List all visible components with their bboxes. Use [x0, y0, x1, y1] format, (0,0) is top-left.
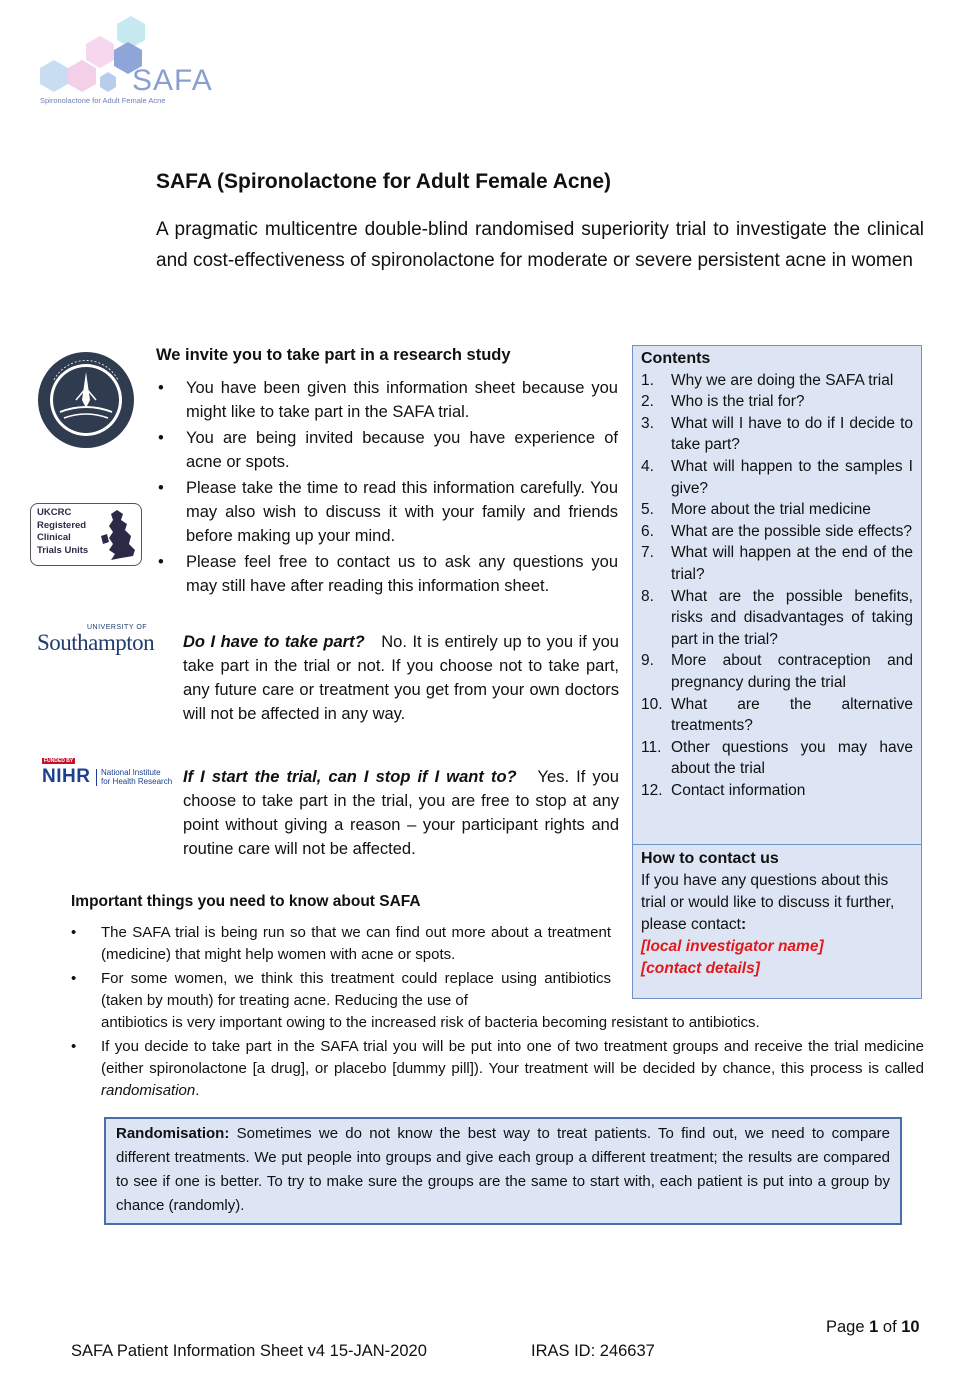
contents-item: [641, 521, 913, 543]
contact-text: [641, 870, 913, 936]
important-item: [71, 922, 611, 966]
contents-number: 3.: [641, 414, 654, 432]
page-total: 10: [901, 1318, 920, 1336]
contents-text: Contact information: [671, 781, 806, 799]
important-item-continued: antibiotics is very important owing to the increased risk of bacteria becoming resistant to antibiotics.: [101, 1014, 760, 1031]
contents-item: [641, 650, 913, 693]
contact-colon: :: [740, 916, 747, 933]
ukcrc-line: Registered: [37, 519, 87, 531]
contents-text: What will I have to do if I decide to take part?: [671, 414, 913, 454]
qa-question: Do I have to take part?: [183, 633, 365, 651]
contact-placeholder-name: [local investigator name]: [641, 938, 824, 955]
nihr-subtitle: [101, 768, 172, 786]
randomisation-label: Randomisation:: [116, 1125, 230, 1142]
contents-number: 5.: [641, 501, 654, 519]
important-text: For some women, we think this treatment could replace using antibiotics (taken by mouth) for treating acne. Reducing the use of: [101, 970, 611, 1009]
page-prefix: Page: [826, 1318, 870, 1336]
safa-logo: [36, 14, 213, 106]
qa-answer: Yes. If you choose to take part in the trial, you are free to stop at any point without giving a reason – your participant rights and routine care will not be affected.: [183, 768, 619, 858]
contents-number: 10.: [641, 695, 663, 713]
sctu-logo: [36, 350, 136, 450]
list-item: • Please feel free to contact us to ask any questions you may still have after reading this information sheet.: [156, 550, 618, 598]
ukcrc-line: Clinical: [37, 532, 71, 543]
contents-number: 8.: [641, 587, 654, 605]
contents-item: [641, 780, 913, 802]
contents-number: 7.: [641, 544, 654, 562]
contents-text: More about contraception and pregnancy during the trial: [671, 652, 913, 691]
ukcrc-line: Trials Units: [37, 544, 89, 556]
contents-number: 11.: [641, 738, 662, 756]
contents-text: What are the possible side effects?: [671, 522, 912, 540]
contact-intro: If you have any questions about this trial or would like to discuss it further, please contact: [641, 872, 895, 933]
footer-filename: SAFA Patient Information Sheet v4 15-JAN-2020: [71, 1342, 427, 1360]
important-end: .: [195, 1082, 200, 1099]
qa-question: If I start the trial, can I stop if I want to?: [183, 768, 517, 786]
contents-item: [641, 499, 913, 521]
contents-number: 12.: [641, 781, 663, 799]
soton-wordmark: Southampton: [37, 630, 155, 655]
contents-text: What are the alternative treatments?: [671, 695, 913, 735]
list-item: • Please take the time to read this information carefully. You may also wish to discuss it with your family and friends before making up your mind.: [156, 476, 618, 548]
contents-text: What will happen at the end of the trial?: [671, 544, 913, 583]
contents-text: Other questions you may have about the trial: [671, 738, 913, 778]
bullet: •: [71, 924, 77, 941]
ukcrc-line: UKCRC: [37, 507, 72, 518]
important-text: If you decide to take part in the SAFA trial you will be put into one of two treatment groups and receive the trial medicine (either spironolactone [a drug], or placebo [dummy pill]). Your treatment will be decided by chance, this process is called: [101, 1038, 924, 1077]
contents-text: More about the trial medicine: [671, 501, 871, 519]
list-item: • You are being invited because you have experience of acne or spots.: [156, 426, 618, 474]
contents-number: 2.: [641, 393, 654, 411]
page-number: [826, 1318, 920, 1337]
important-text: The SAFA trial is being run so that we can find out more about a treatment (medicine) that might help women with acne or spots.: [101, 924, 611, 963]
document-title: SAFA (Spironolactone for Adult Female Acne): [156, 170, 612, 193]
compass-seal-icon: [36, 350, 136, 450]
important-item: [71, 1036, 924, 1102]
footer-iras-id: IRAS ID: 246637: [531, 1342, 655, 1360]
contents-item: [641, 456, 913, 499]
page-mid: of: [878, 1318, 902, 1336]
soton-small-text: UNIVERSITY OF: [87, 624, 148, 631]
contents-number: 4.: [641, 457, 654, 475]
logo-tagline: Spironolactone for Adult Female Acne: [40, 96, 166, 105]
qa-take-part: [183, 630, 619, 726]
contents-item: [641, 391, 913, 413]
contents-sidebar: [632, 345, 922, 999]
contents-item: [641, 370, 913, 392]
contents-item: [641, 737, 913, 780]
contents-number: 6.: [641, 522, 654, 540]
document-subtitle: A pragmatic multicentre double-blind randomised superiority trial to investigate the clinical and cost-effectiveness of spironolactone for moderate or severe persistent acne in women: [156, 219, 924, 271]
contents-list: [641, 370, 913, 802]
contents-box: [633, 346, 921, 801]
nihr-line: for Health Research: [101, 777, 173, 786]
contents-item: [641, 586, 913, 651]
university-of-southampton-logo: [37, 624, 163, 658]
contents-number: 9.: [641, 652, 654, 670]
invite-list: [156, 376, 618, 600]
bullet: •: [71, 1038, 77, 1055]
logo-wordmark: SAFA: [132, 64, 213, 97]
contents-text: Who is the trial for?: [671, 393, 805, 411]
nihr-funded-by: FUNDED BY: [44, 758, 74, 764]
contact-placeholder-details: [contact details]: [641, 960, 760, 977]
bullet: •: [71, 970, 77, 987]
important-italic: randomisation: [101, 1082, 196, 1099]
nihr-line: National Institute: [101, 768, 161, 777]
list-item: • You have been given this information sheet because you might like to take part in the SAFA trial.: [156, 376, 618, 424]
invite-heading: We invite you to take part in a research study: [156, 346, 511, 364]
contents-number: 1.: [641, 371, 654, 389]
nihr-logo: [42, 758, 178, 788]
nihr-divider: [96, 769, 97, 786]
randomisation-text: Sometimes we do not know the best way to treat patients. To find out, we need to compare different treatments. We put people into groups and give each group a different treatment; the results are compared to see if one is better. To try to make sure the groups are the same to start with, each patient is put into a group by chance (randomly).: [116, 1125, 890, 1214]
important-item: [71, 968, 611, 1012]
contents-item: [641, 413, 913, 456]
page-current: 1: [869, 1318, 879, 1336]
uk-map-icon: [99, 508, 139, 562]
qa-stop-trial: [183, 765, 619, 861]
nihr-wordmark: NIHR: [42, 766, 91, 787]
contents-item: [641, 542, 913, 585]
contents-text: Why we are doing the SAFA trial: [671, 371, 894, 389]
contact-heading: How to contact us: [641, 850, 779, 867]
contents-text: What are the possible benefits, risks and disadvantages of taking part in the trial?: [671, 587, 913, 648]
important-heading: Important things you need to know about SAFA: [71, 893, 421, 910]
qa-answer: No. It is entirely up to you if you take part in the trial or not. If you choose not to take part, any future care or treatment you get from your own doctors will not be affected in any way.: [183, 633, 619, 723]
contents-heading: Contents: [641, 350, 711, 367]
contact-box: [633, 844, 921, 983]
contents-item: [641, 694, 913, 737]
ukcrc-logo: [30, 503, 142, 566]
randomisation-box: [104, 1117, 902, 1225]
contents-text: What will happen to the samples I give?: [671, 457, 913, 497]
